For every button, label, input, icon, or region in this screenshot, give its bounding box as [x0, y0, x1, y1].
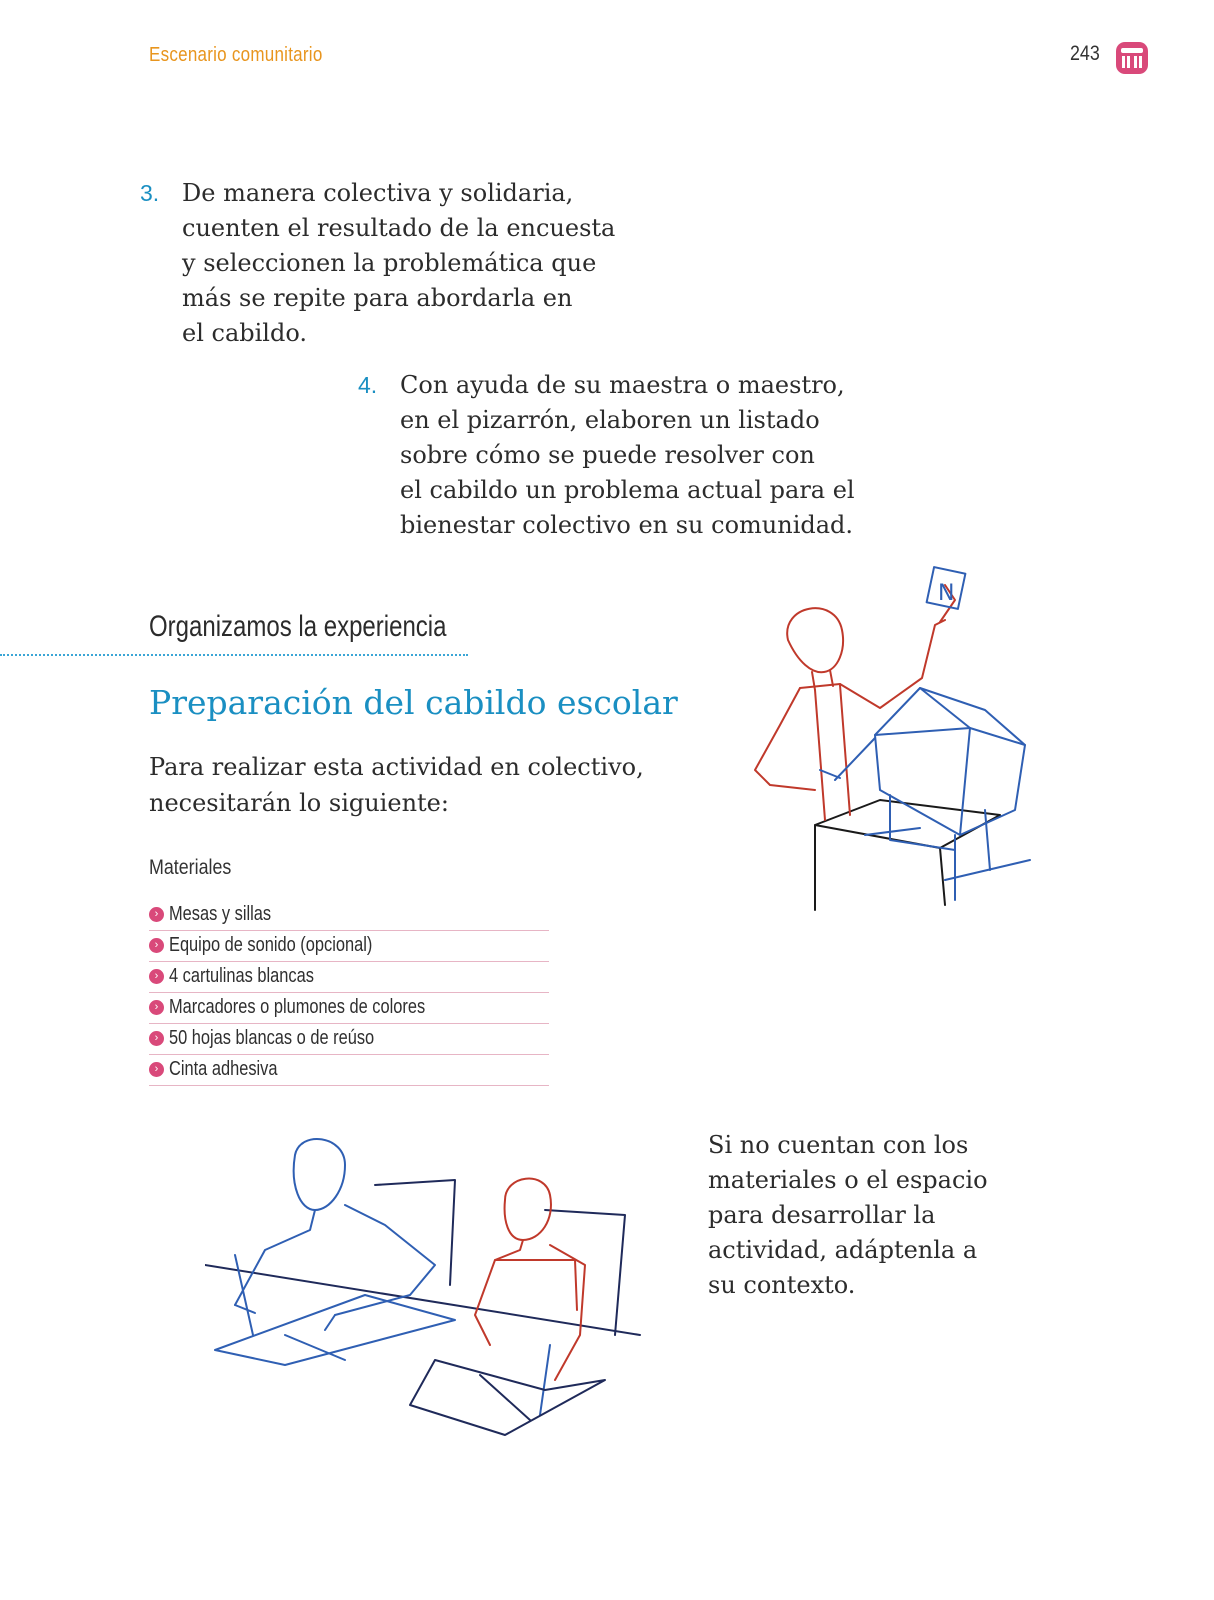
heading-divider [0, 654, 468, 656]
list-item [149, 1024, 549, 1055]
list-item-label: Equipo de sonido (opcional) [169, 934, 373, 956]
note-line: su contexto. [708, 1271, 856, 1299]
students-writing-illustration [205, 1135, 655, 1455]
list-item [149, 1055, 549, 1086]
note-line: materiales o el espacio [708, 1166, 988, 1194]
step-number: 4. [358, 372, 378, 398]
materials-list [149, 900, 549, 1086]
step-line: el cabildo. [182, 319, 307, 347]
step-4 [358, 368, 880, 543]
chevron-right-icon: › [149, 1000, 164, 1015]
step-line: Con ayuda de su maestra o maestro, [400, 371, 845, 399]
list-item-label: Mesas y sillas [169, 903, 272, 925]
step-line: cuenten el resultado de la encuesta [182, 214, 616, 242]
chevron-right-icon: › [149, 938, 164, 953]
step-line: bienestar colectivo en su comunidad. [400, 511, 854, 539]
raffle-drum-illustration [740, 560, 1050, 920]
list-item-label: Marcadores o plumones de colores [169, 996, 426, 1018]
subheading: Preparación del cabildo escolar [149, 683, 678, 722]
page-number: 243 [1070, 42, 1100, 65]
step-line: y seleccionen la problemática que [182, 249, 597, 277]
intro-line: Para realizar esta actividad en colectivo, [149, 753, 644, 781]
list-item [149, 900, 549, 931]
step-line: en el pizarrón, elaboren un listado [400, 406, 820, 434]
chevron-right-icon: › [149, 907, 164, 922]
section-heading: Organizamos la experiencia [149, 610, 447, 643]
materials-label: Materiales [149, 856, 232, 879]
note-line: actividad, adáptenla a [708, 1236, 978, 1264]
sign-letter: N [938, 581, 955, 606]
note-line: Si no cuentan con los [708, 1131, 969, 1159]
list-item-label: 50 hojas blancas o de reúso [169, 1027, 375, 1049]
step-line: sobre cómo se puede resolver con [400, 441, 815, 469]
intro-line: necesitarán lo siguiente: [149, 789, 449, 817]
step-line: más se repite para abordarla en [182, 284, 573, 312]
running-head: Escenario comunitario [149, 44, 323, 66]
chevron-right-icon: › [149, 969, 164, 984]
chevron-right-icon: › [149, 1062, 164, 1077]
list-item [149, 993, 549, 1024]
adapt-note [708, 1128, 1028, 1303]
chevron-right-icon: › [149, 1031, 164, 1046]
intro-paragraph [149, 749, 689, 821]
list-item-label: 4 cartulinas blancas [169, 965, 314, 987]
step-number: 3. [140, 180, 160, 206]
list-item [149, 962, 549, 993]
step-line: De manera colectiva y solidaria, [182, 179, 574, 207]
glyph-icon [1114, 40, 1150, 76]
list-item [149, 931, 549, 962]
note-line: para desarrollar la [708, 1201, 936, 1229]
list-item-label: Cinta adhesiva [169, 1058, 278, 1080]
step-3 [140, 176, 642, 351]
step-line: el cabildo un problema actual para el [400, 476, 855, 504]
